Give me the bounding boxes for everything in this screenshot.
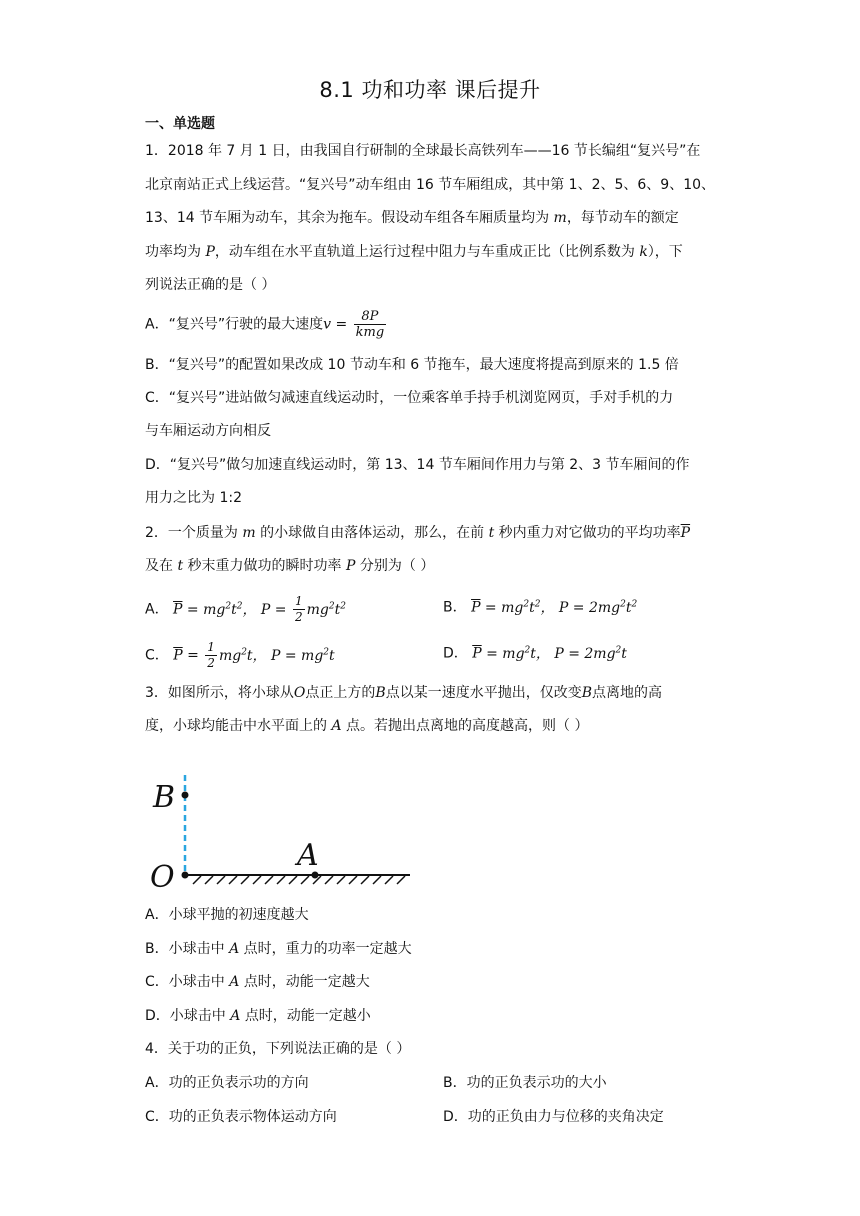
q4-option-b: B．功的正负表示功的大小 (443, 1075, 607, 1091)
q3-option-a: A．小球平抛的初速度越大 (145, 907, 309, 923)
q2-option-a: A． $\overline{P} = mg^2t^2$， P = $\frac{1}{2}$ $mg^2t^2$ (145, 594, 346, 624)
q4-stem: 4．关于功的正负，下列说法正确的是（ ） (145, 1041, 411, 1057)
q2-option-b: B． $\overline{P} = mg^2t^2$， $P = 2mg^2t^2$ (443, 599, 638, 616)
q3-option-c: C．小球击中 A 点时，动能一定越大 (145, 974, 370, 990)
q1-option-d-line-1: D．“复兴号”做匀加速直线运动时，第 13、14 节车厢间作用力与第 2、3 节车厢间的作 (145, 457, 690, 473)
q4-option-c: C．功的正负表示物体运动方向 (145, 1109, 337, 1125)
label-b: B (153, 780, 176, 815)
label-a: A (297, 838, 319, 873)
q2-option-d: D． $\overline{P} = mg^2t$， $P = 2mg^2t$ (443, 645, 627, 662)
page-title: 8.1 功和功率 课后提升 (319, 78, 541, 102)
ground-hatching (193, 876, 405, 884)
point-b-dot (182, 792, 189, 799)
q1-option-d-line-2: 用力之比为 1:2 (145, 490, 242, 506)
section-heading: 一、单选题 (145, 116, 215, 132)
q1-line-5: 列说法正确的是（ ） (145, 277, 276, 293)
q1-option-c-line-2: 与车厢运动方向相反 (145, 423, 271, 439)
q1-option-a: A．“复兴号”行驶的最大速度v = $\frac{8P}{\text{kmg}}$ (145, 309, 385, 340)
q3-line-2: 度，小球均能击中水平面上的 A 点。若抛出点离地的高度越高，则（ ） (145, 718, 589, 734)
q1-line-4: 功率均为 P，动车组在水平直轨道上运行过程中阻力与车重成正比（比例系数为 k），下 (145, 244, 683, 260)
q3-line-1: 3．如图所示，将小球从O点正上方的B点以某一速度水平抛出，仅改变B点离地的高 (145, 685, 662, 701)
q1-line-3: 13、14 节车厢为动车，其余为拖车。假设动车组各车厢质量均为 m，每节动车的额定 (145, 210, 679, 226)
q4-option-d: D．功的正负由力与位移的夹角决定 (443, 1109, 664, 1125)
q1-option-c-line-1: C．“复兴号”进站做匀减速直线运动时，一位乘客单手持手机浏览网页，手对手机的力 (145, 390, 674, 406)
q3-option-b: B．小球击中 A 点时，重力的功率一定越大 (145, 941, 412, 957)
q1-line-2: 北京南站正式上线运营。“复兴号”动车组由 16 节车厢组成，其中第 1、2、5、6、9、10、 (145, 177, 716, 193)
q2-line-2: 及在 t 秒末重力做功的瞬时功率 P 分别为（ ） (145, 558, 435, 574)
q1-line-1: 1．2018 年 7 月 1 日，由我国自行研制的全球最长高铁列车——16 节长编组“复兴号”在 (145, 143, 701, 159)
projectile-diagram (145, 770, 425, 895)
q4-option-a: A．功的正负表示功的方向 (145, 1075, 309, 1091)
q3-option-d: D．小球击中 A 点时，动能一定越小 (145, 1008, 371, 1024)
formula-fraction: $\frac{8P}{\text{kmg}}$ (355, 309, 385, 340)
label-o: O (150, 860, 175, 895)
q1-option-b: B．“复兴号”的配置如果改成 10 节动车和 6 节拖车，最大速度将提高到原来的 1.5 倍 (145, 357, 679, 373)
q2-option-c: C． $\overline{P}$ = $\frac{1}{2}$ $mg^2t$， $P = mg^2t$ (145, 640, 335, 670)
q2-line-1: 2．一个质量为 m 的小球做自由落体运动，那么，在前 t 秒内重力对它做功的平均功率$\overline{P}$ (145, 525, 691, 541)
